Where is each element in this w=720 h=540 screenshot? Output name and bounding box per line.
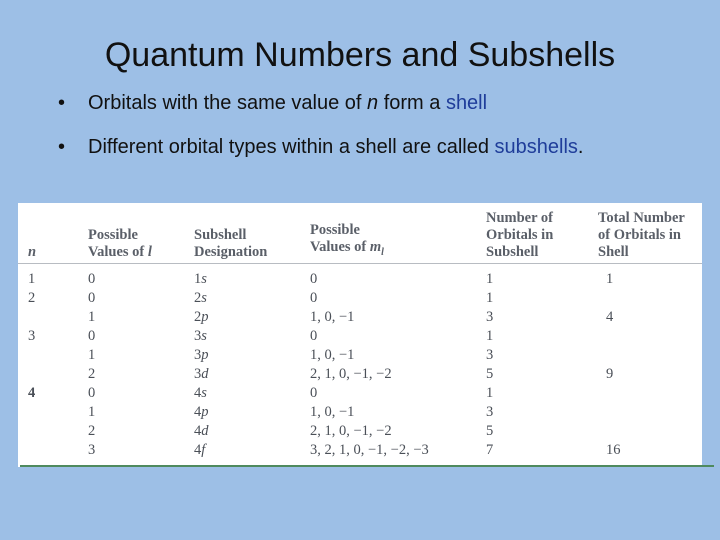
cell-l: 1	[88, 309, 96, 326]
cell-l: 0	[88, 385, 96, 402]
bullet-list	[58, 92, 583, 180]
cell-n	[18, 403, 88, 422]
quantum-numbers-table	[18, 203, 702, 460]
table-body	[18, 263, 702, 460]
cell-n	[18, 346, 88, 365]
bullet-item-shell	[58, 92, 583, 136]
cell-ml: 1, 0, −1	[310, 309, 355, 326]
cell-ml: 0	[310, 290, 318, 307]
cell-subshell: 4p	[194, 404, 209, 421]
bullet-icon: •	[58, 92, 66, 114]
cell-num-orbitals: 3	[486, 347, 494, 364]
cell-subshell: 4f	[194, 442, 206, 459]
cell-num-orbitals: 3	[486, 309, 494, 326]
cell-l: 3	[88, 442, 96, 459]
cell-num-orbitals: 5	[486, 366, 494, 383]
cell-num-orbitals: 7	[486, 442, 494, 459]
cell-total-orbitals: 9	[606, 366, 614, 383]
cell-l: 2	[88, 366, 96, 383]
cell-l: 0	[88, 271, 96, 288]
cell-total-orbitals	[598, 384, 702, 403]
header-n: n	[18, 203, 88, 263]
cell-ml: 0	[310, 328, 318, 345]
cell-l: 0	[88, 328, 96, 345]
bullet-item-subshells	[58, 136, 583, 180]
cell-ml: 3, 2, 1, 0, −1, −2, −3	[310, 442, 429, 459]
cell-num-orbitals: 1	[486, 385, 494, 402]
table-row	[18, 441, 702, 460]
table-row	[18, 308, 702, 327]
cell-ml: 1, 0, −1	[310, 347, 355, 364]
table-row	[18, 327, 702, 346]
header-num-orbitals: Number of Orbitals in Subshell	[486, 203, 598, 263]
cell-n: 4	[28, 385, 36, 402]
table-row	[18, 384, 702, 403]
table-row	[18, 289, 702, 308]
bullet-icon: •	[58, 136, 66, 158]
cell-total-orbitals: 4	[606, 309, 614, 326]
cell-l: 0	[88, 290, 96, 307]
bullet-text: Different orbital types within a shell are called subshells.	[88, 136, 584, 158]
cell-ml: 2, 1, 0, −1, −2	[310, 366, 392, 383]
cell-num-orbitals: 1	[486, 328, 494, 345]
cell-ml: 0	[310, 385, 318, 402]
cell-n	[18, 441, 88, 460]
table-header-row	[18, 203, 702, 263]
cell-ml: 2, 1, 0, −1, −2	[310, 423, 392, 440]
term-subshells: subshells	[494, 136, 578, 158]
cell-total-orbitals	[598, 422, 702, 441]
cell-total-orbitals	[598, 403, 702, 422]
table-row	[18, 346, 702, 365]
cell-total-orbitals	[598, 289, 702, 308]
cell-n: 3	[28, 328, 36, 345]
cell-total-orbitals: 16	[606, 442, 621, 459]
cell-l: 2	[88, 423, 96, 440]
header-subshell: Subshell Designation	[194, 203, 310, 263]
cell-subshell: 1s	[194, 271, 207, 288]
cell-num-orbitals: 1	[486, 271, 494, 288]
cell-l: 1	[88, 404, 96, 421]
table-row	[18, 365, 702, 384]
cell-n	[18, 308, 88, 327]
cell-subshell: 3d	[194, 366, 209, 383]
cell-subshell: 3p	[194, 347, 209, 364]
table-row	[18, 422, 702, 441]
cell-total-orbitals	[598, 327, 702, 346]
cell-ml: 1, 0, −1	[310, 404, 355, 421]
cell-num-orbitals: 3	[486, 404, 494, 421]
cell-subshell: 2s	[194, 290, 207, 307]
header-ml: Possible Values of $m_l$	[310, 203, 486, 263]
cell-subshell: 2p	[194, 309, 209, 326]
quantum-numbers-table-panel	[18, 203, 702, 467]
cell-num-orbitals: 1	[486, 290, 494, 307]
cell-subshell: 3s	[194, 328, 207, 345]
header-l: Possible Values of l	[88, 203, 194, 263]
cell-num-orbitals: 5	[486, 423, 494, 440]
table-bottom-rule	[20, 465, 714, 467]
cell-total-orbitals	[598, 346, 702, 365]
bullet-text: Orbitals with the same value of n form a shell	[88, 92, 488, 114]
cell-ml: 0	[310, 271, 318, 288]
cell-n: 2	[28, 290, 36, 307]
slide-title: Quantum Numbers and Subshells	[104, 36, 616, 74]
header-total-orbitals: Total Number of Orbitals in Shell	[598, 203, 702, 263]
cell-l: 1	[88, 347, 96, 364]
cell-n: 1	[28, 271, 36, 288]
cell-total-orbitals: 1	[606, 271, 614, 288]
term-shell: shell	[445, 92, 488, 114]
cell-subshell: 4d	[194, 423, 209, 440]
cell-n	[18, 365, 88, 384]
table-row	[18, 403, 702, 422]
table-row	[18, 263, 702, 289]
cell-subshell: 4s	[194, 385, 207, 402]
cell-n	[18, 422, 88, 441]
